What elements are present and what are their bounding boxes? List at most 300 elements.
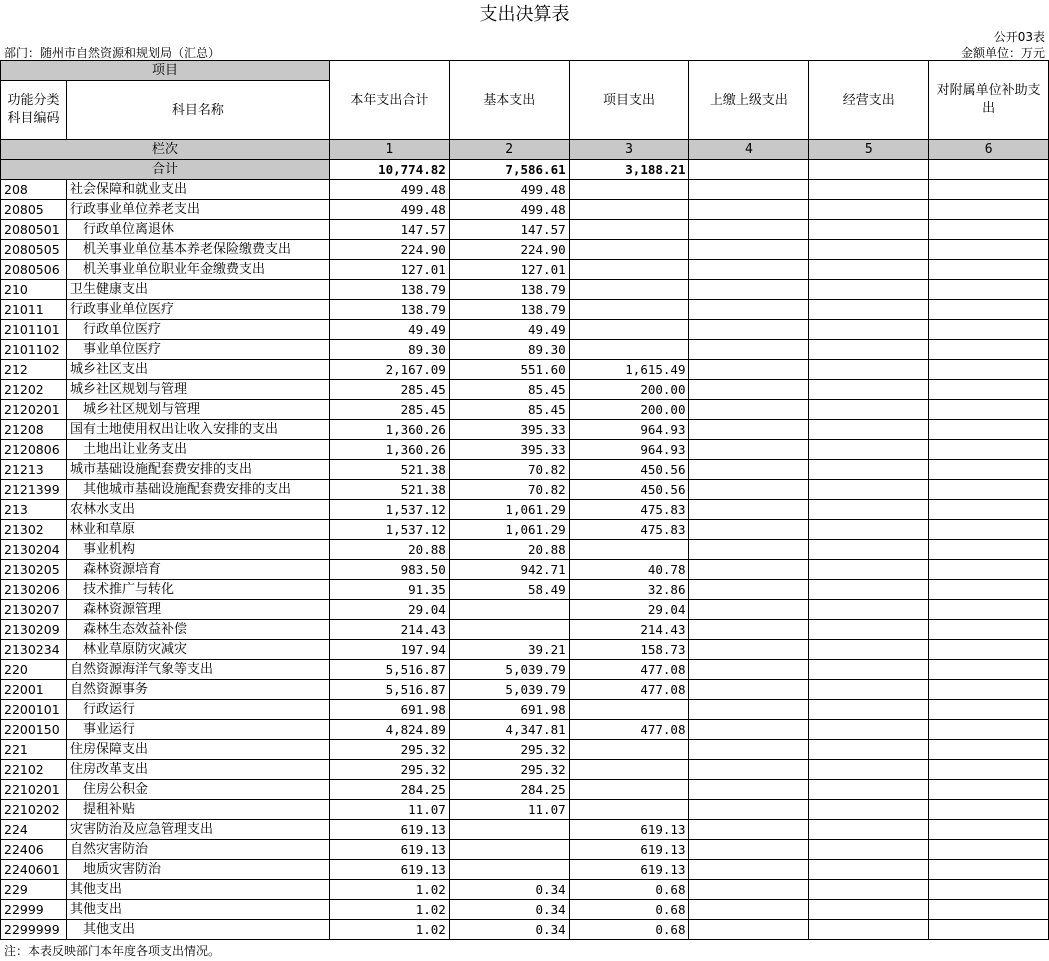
- row-business: [809, 400, 929, 420]
- row-total: 91.35: [329, 580, 449, 600]
- row-project: [569, 340, 689, 360]
- col-total-header: 本年支出合计: [329, 61, 449, 140]
- department-label: 部门：随州市自然资源和规划局（汇总）: [4, 46, 221, 60]
- row-code: 22102: [1, 760, 67, 780]
- row-name: 行政运行: [66, 700, 329, 720]
- row-basic: 20.88: [449, 540, 569, 560]
- row-subsidy: [929, 680, 1049, 700]
- row-project: 619.13: [569, 860, 689, 880]
- row-business: [809, 180, 929, 200]
- table-row: [1, 240, 1049, 260]
- row-subsidy: [929, 720, 1049, 740]
- row-subsidy: [929, 700, 1049, 720]
- row-subsidy: [929, 260, 1049, 280]
- table-row: [1, 300, 1049, 320]
- row-total: 691.98: [329, 700, 449, 720]
- row-basic: 127.01: [449, 260, 569, 280]
- row-name: 行政事业单位医疗: [66, 300, 329, 320]
- row-upper: [689, 560, 809, 580]
- row-basic: 11.07: [449, 800, 569, 820]
- row-name: 其他支出: [66, 920, 329, 940]
- row-total: 224.90: [329, 240, 449, 260]
- total-subsidy: [929, 160, 1049, 180]
- row-total: 5,516.87: [329, 680, 449, 700]
- row-project: 619.13: [569, 820, 689, 840]
- row-name: 自然灾害防治: [66, 840, 329, 860]
- col-subsidy-header: 对附属单位补助支出: [929, 61, 1049, 140]
- project-header: 项目: [1, 61, 330, 81]
- row-total: 89.30: [329, 340, 449, 360]
- row-total: 214.43: [329, 620, 449, 640]
- row-basic: 1,061.29: [449, 500, 569, 520]
- row-subsidy: [929, 660, 1049, 680]
- row-basic: 224.90: [449, 240, 569, 260]
- row-code: 2101102: [1, 340, 67, 360]
- row-subsidy: [929, 900, 1049, 920]
- row-code: 208: [1, 180, 67, 200]
- row-subsidy: [929, 380, 1049, 400]
- row-basic: 499.48: [449, 200, 569, 220]
- row-basic: 0.34: [449, 900, 569, 920]
- row-project: [569, 200, 689, 220]
- row-name: 城乡社区支出: [66, 360, 329, 380]
- row-name: 卫生健康支出: [66, 280, 329, 300]
- col-project-header: 项目支出: [569, 61, 689, 140]
- row-subsidy: [929, 320, 1049, 340]
- table-row: [1, 260, 1049, 280]
- row-business: [809, 320, 929, 340]
- row-upper: [689, 880, 809, 900]
- row-basic: 499.48: [449, 180, 569, 200]
- row-basic: 147.57: [449, 220, 569, 240]
- row-upper: [689, 300, 809, 320]
- row-upper: [689, 480, 809, 500]
- row-project: [569, 780, 689, 800]
- row-project: [569, 220, 689, 240]
- row-business: [809, 600, 929, 620]
- unit-label: 金额单位：万元: [960, 46, 1045, 60]
- row-total: 1.02: [329, 880, 449, 900]
- row-business: [809, 460, 929, 480]
- row-business: [809, 720, 929, 740]
- row-upper: [689, 640, 809, 660]
- row-total: 619.13: [329, 820, 449, 840]
- row-name: 森林生态效益补偿: [66, 620, 329, 640]
- table-row: [1, 460, 1049, 480]
- row-subsidy: [929, 480, 1049, 500]
- row-name: 机关事业单位基本养老保险缴费支出: [66, 240, 329, 260]
- row-subsidy: [929, 220, 1049, 240]
- row-name: 城乡社区规划与管理: [66, 380, 329, 400]
- row-subsidy: [929, 920, 1049, 940]
- row-basic: [449, 600, 569, 620]
- row-project: [569, 300, 689, 320]
- table-row: [1, 620, 1049, 640]
- row-project: [569, 540, 689, 560]
- row-upper: [689, 660, 809, 680]
- table-row: [1, 360, 1049, 380]
- row-upper: [689, 760, 809, 780]
- row-basic: 942.71: [449, 560, 569, 580]
- row-code: 21302: [1, 520, 67, 540]
- row-business: [809, 220, 929, 240]
- row-total: 11.07: [329, 800, 449, 820]
- row-upper: [689, 220, 809, 240]
- row-upper: [689, 900, 809, 920]
- row-business: [809, 200, 929, 220]
- table-row: [1, 280, 1049, 300]
- row-basic: 284.25: [449, 780, 569, 800]
- row-total: 49.49: [329, 320, 449, 340]
- row-business: [809, 500, 929, 520]
- row-basic: 89.30: [449, 340, 569, 360]
- row-name: 农林水支出: [66, 500, 329, 520]
- row-total: 20.88: [329, 540, 449, 560]
- row-upper: [689, 380, 809, 400]
- row-business: [809, 560, 929, 580]
- row-subsidy: [929, 400, 1049, 420]
- row-subsidy: [929, 240, 1049, 260]
- table-row: [1, 840, 1049, 860]
- table-row: [1, 680, 1049, 700]
- row-subsidy: [929, 620, 1049, 640]
- row-code: 2080506: [1, 260, 67, 280]
- row-project: 619.13: [569, 840, 689, 860]
- table-row: [1, 780, 1049, 800]
- row-name: 地质灾害防治: [66, 860, 329, 880]
- row-project: [569, 280, 689, 300]
- row-business: [809, 440, 929, 460]
- table-row: [1, 560, 1049, 580]
- row-total: 197.94: [329, 640, 449, 660]
- row-upper: [689, 600, 809, 620]
- column-index-label: 栏次: [1, 140, 330, 160]
- row-total: 499.48: [329, 200, 449, 220]
- row-business: [809, 280, 929, 300]
- table-row: [1, 200, 1049, 220]
- row-name: 土地出让业务支出: [66, 440, 329, 460]
- row-upper: [689, 260, 809, 280]
- table-row: [1, 340, 1049, 360]
- row-subsidy: [929, 200, 1049, 220]
- table-row: [1, 480, 1049, 500]
- row-project: 0.68: [569, 880, 689, 900]
- row-basic: 5,039.79: [449, 660, 569, 680]
- row-basic: 58.49: [449, 580, 569, 600]
- row-basic: 295.32: [449, 760, 569, 780]
- row-total: 147.57: [329, 220, 449, 240]
- table-row: [1, 420, 1049, 440]
- row-upper: [689, 800, 809, 820]
- table-row: [1, 380, 1049, 400]
- row-total: 1,360.26: [329, 440, 449, 460]
- row-business: [809, 760, 929, 780]
- col-upper-header: 上缴上级支出: [689, 61, 809, 140]
- row-business: [809, 740, 929, 760]
- row-code: 2240601: [1, 860, 67, 880]
- row-basic: [449, 820, 569, 840]
- row-project: 29.04: [569, 600, 689, 620]
- row-project: [569, 700, 689, 720]
- table-row: [1, 540, 1049, 560]
- row-name: 灾害防治及应急管理支出: [66, 820, 329, 840]
- row-code: 2080505: [1, 240, 67, 260]
- row-project: 475.83: [569, 500, 689, 520]
- table-row: [1, 660, 1049, 680]
- row-code: 21011: [1, 300, 67, 320]
- total-basic: 7,586.61: [449, 160, 569, 180]
- row-total: 284.25: [329, 780, 449, 800]
- col-num: 5: [809, 140, 929, 160]
- row-project: 964.93: [569, 440, 689, 460]
- row-basic: [449, 840, 569, 860]
- row-upper: [689, 440, 809, 460]
- row-project: [569, 740, 689, 760]
- row-upper: [689, 840, 809, 860]
- row-name: 林业和草原: [66, 520, 329, 540]
- row-name: 住房改革支出: [66, 760, 329, 780]
- row-business: [809, 780, 929, 800]
- row-business: [809, 240, 929, 260]
- row-code: 2101101: [1, 320, 67, 340]
- row-upper: [689, 820, 809, 840]
- row-business: [809, 640, 929, 660]
- row-code: 2130209: [1, 620, 67, 640]
- row-total: 1.02: [329, 920, 449, 940]
- row-business: [809, 360, 929, 380]
- row-business: [809, 540, 929, 560]
- row-name: 事业单位医疗: [66, 340, 329, 360]
- row-total: 1,537.12: [329, 520, 449, 540]
- col-num: 6: [929, 140, 1049, 160]
- row-upper: [689, 620, 809, 640]
- row-subsidy: [929, 460, 1049, 480]
- row-code: 224: [1, 820, 67, 840]
- row-upper: [689, 280, 809, 300]
- row-total: 295.32: [329, 740, 449, 760]
- row-project: 158.73: [569, 640, 689, 660]
- total-upper: [689, 160, 809, 180]
- row-code: 2130234: [1, 640, 67, 660]
- row-name: 城乡社区规划与管理: [66, 400, 329, 420]
- row-project: 0.68: [569, 900, 689, 920]
- row-name: 社会保障和就业支出: [66, 180, 329, 200]
- row-upper: [689, 860, 809, 880]
- table-row: [1, 600, 1049, 620]
- row-name: 国有土地使用权出让收入安排的支出: [66, 420, 329, 440]
- total-label: 合计: [1, 160, 330, 180]
- row-total: 499.48: [329, 180, 449, 200]
- row-code: 2120806: [1, 440, 67, 460]
- row-upper: [689, 340, 809, 360]
- row-subsidy: [929, 780, 1049, 800]
- row-subsidy: [929, 440, 1049, 460]
- table-row: [1, 320, 1049, 340]
- row-project: 1,615.49: [569, 360, 689, 380]
- row-project: 200.00: [569, 400, 689, 420]
- row-business: [809, 380, 929, 400]
- table-row: [1, 920, 1049, 940]
- row-basic: 5,039.79: [449, 680, 569, 700]
- row-name: 提租补贴: [66, 800, 329, 820]
- table-row: [1, 900, 1049, 920]
- table-row: [1, 720, 1049, 740]
- row-code: 22001: [1, 680, 67, 700]
- row-project: [569, 240, 689, 260]
- row-upper: [689, 320, 809, 340]
- row-basic: 85.45: [449, 400, 569, 420]
- table-row: [1, 800, 1049, 820]
- row-total: 4,824.89: [329, 720, 449, 740]
- col-business-header: 经营支出: [809, 61, 929, 140]
- col-num: 1: [329, 140, 449, 160]
- row-business: [809, 860, 929, 880]
- row-business: [809, 300, 929, 320]
- row-business: [809, 800, 929, 820]
- table-row: [1, 500, 1049, 520]
- row-project: [569, 180, 689, 200]
- row-subsidy: [929, 560, 1049, 580]
- row-basic: 4,347.81: [449, 720, 569, 740]
- row-code: 2200101: [1, 700, 67, 720]
- row-upper: [689, 460, 809, 480]
- row-code: 2210201: [1, 780, 67, 800]
- row-code: 229: [1, 880, 67, 900]
- row-business: [809, 480, 929, 500]
- row-upper: [689, 920, 809, 940]
- row-code: 2130206: [1, 580, 67, 600]
- row-basic: 395.33: [449, 440, 569, 460]
- row-business: [809, 520, 929, 540]
- total-project: 3,188.21: [569, 160, 689, 180]
- row-subsidy: [929, 280, 1049, 300]
- row-code: 2130207: [1, 600, 67, 620]
- row-basic: 1,061.29: [449, 520, 569, 540]
- row-project: [569, 320, 689, 340]
- row-upper: [689, 780, 809, 800]
- row-subsidy: [929, 740, 1049, 760]
- row-project: 450.56: [569, 480, 689, 500]
- row-subsidy: [929, 800, 1049, 820]
- table-row: [1, 700, 1049, 720]
- row-upper: [689, 420, 809, 440]
- row-subsidy: [929, 760, 1049, 780]
- col-num: 4: [689, 140, 809, 160]
- row-upper: [689, 180, 809, 200]
- table-row: [1, 520, 1049, 540]
- table-row: [1, 440, 1049, 460]
- row-subsidy: [929, 820, 1049, 840]
- row-business: [809, 660, 929, 680]
- row-upper: [689, 520, 809, 540]
- row-subsidy: [929, 540, 1049, 560]
- col-num: 2: [449, 140, 569, 160]
- row-basic: 138.79: [449, 300, 569, 320]
- footnote: 注：本表反映部门本年度各项支出情况。: [4, 944, 221, 958]
- subject-name-header: 科目名称: [66, 81, 329, 140]
- row-basic: 85.45: [449, 380, 569, 400]
- row-subsidy: [929, 340, 1049, 360]
- row-name: 行政单位医疗: [66, 320, 329, 340]
- expenditure-table: [0, 60, 1049, 940]
- row-project: 40.78: [569, 560, 689, 580]
- row-project: 200.00: [569, 380, 689, 400]
- col-basic-header: 基本支出: [449, 61, 569, 140]
- row-basic: [449, 860, 569, 880]
- row-name: 技术推广与转化: [66, 580, 329, 600]
- row-business: [809, 580, 929, 600]
- table-row: [1, 860, 1049, 880]
- row-code: 2130205: [1, 560, 67, 580]
- row-total: 29.04: [329, 600, 449, 620]
- row-project: [569, 260, 689, 280]
- row-total: 285.45: [329, 380, 449, 400]
- row-total: 295.32: [329, 760, 449, 780]
- row-business: [809, 920, 929, 940]
- row-code: 220: [1, 660, 67, 680]
- row-total: 521.38: [329, 480, 449, 500]
- row-project: [569, 800, 689, 820]
- row-name: 森林资源管理: [66, 600, 329, 620]
- row-basic: 0.34: [449, 920, 569, 940]
- row-subsidy: [929, 520, 1049, 540]
- row-project: 475.83: [569, 520, 689, 540]
- func-code-header: 功能分类科目编码: [1, 81, 67, 140]
- row-code: 2080501: [1, 220, 67, 240]
- row-code: 210: [1, 280, 67, 300]
- row-code: 2200150: [1, 720, 67, 740]
- row-name: 自然资源海洋气象等支出: [66, 660, 329, 680]
- row-upper: [689, 740, 809, 760]
- row-upper: [689, 240, 809, 260]
- col-num: 3: [569, 140, 689, 160]
- row-project: [569, 760, 689, 780]
- row-name: 住房保障支出: [66, 740, 329, 760]
- row-name: 林业草原防灾减灾: [66, 640, 329, 660]
- row-subsidy: [929, 840, 1049, 860]
- row-name: 事业机构: [66, 540, 329, 560]
- row-upper: [689, 580, 809, 600]
- row-code: 212: [1, 360, 67, 380]
- row-project: 32.86: [569, 580, 689, 600]
- row-total: 521.38: [329, 460, 449, 480]
- row-basic: 295.32: [449, 740, 569, 760]
- row-subsidy: [929, 580, 1049, 600]
- row-code: 2299999: [1, 920, 67, 940]
- table-row: [1, 880, 1049, 900]
- row-business: [809, 820, 929, 840]
- table-row: [1, 760, 1049, 780]
- row-business: [809, 340, 929, 360]
- row-basic: 138.79: [449, 280, 569, 300]
- row-subsidy: [929, 420, 1049, 440]
- total-amount: 10,774.82: [329, 160, 449, 180]
- table-code: 公开03表: [993, 30, 1045, 44]
- total-business: [809, 160, 929, 180]
- row-code: 22406: [1, 840, 67, 860]
- row-business: [809, 900, 929, 920]
- row-business: [809, 680, 929, 700]
- row-total: 127.01: [329, 260, 449, 280]
- row-subsidy: [929, 600, 1049, 620]
- row-business: [809, 840, 929, 860]
- row-upper: [689, 360, 809, 380]
- table-row: [1, 220, 1049, 240]
- row-subsidy: [929, 300, 1049, 320]
- row-total: 2,167.09: [329, 360, 449, 380]
- row-business: [809, 260, 929, 280]
- row-total: 619.13: [329, 840, 449, 860]
